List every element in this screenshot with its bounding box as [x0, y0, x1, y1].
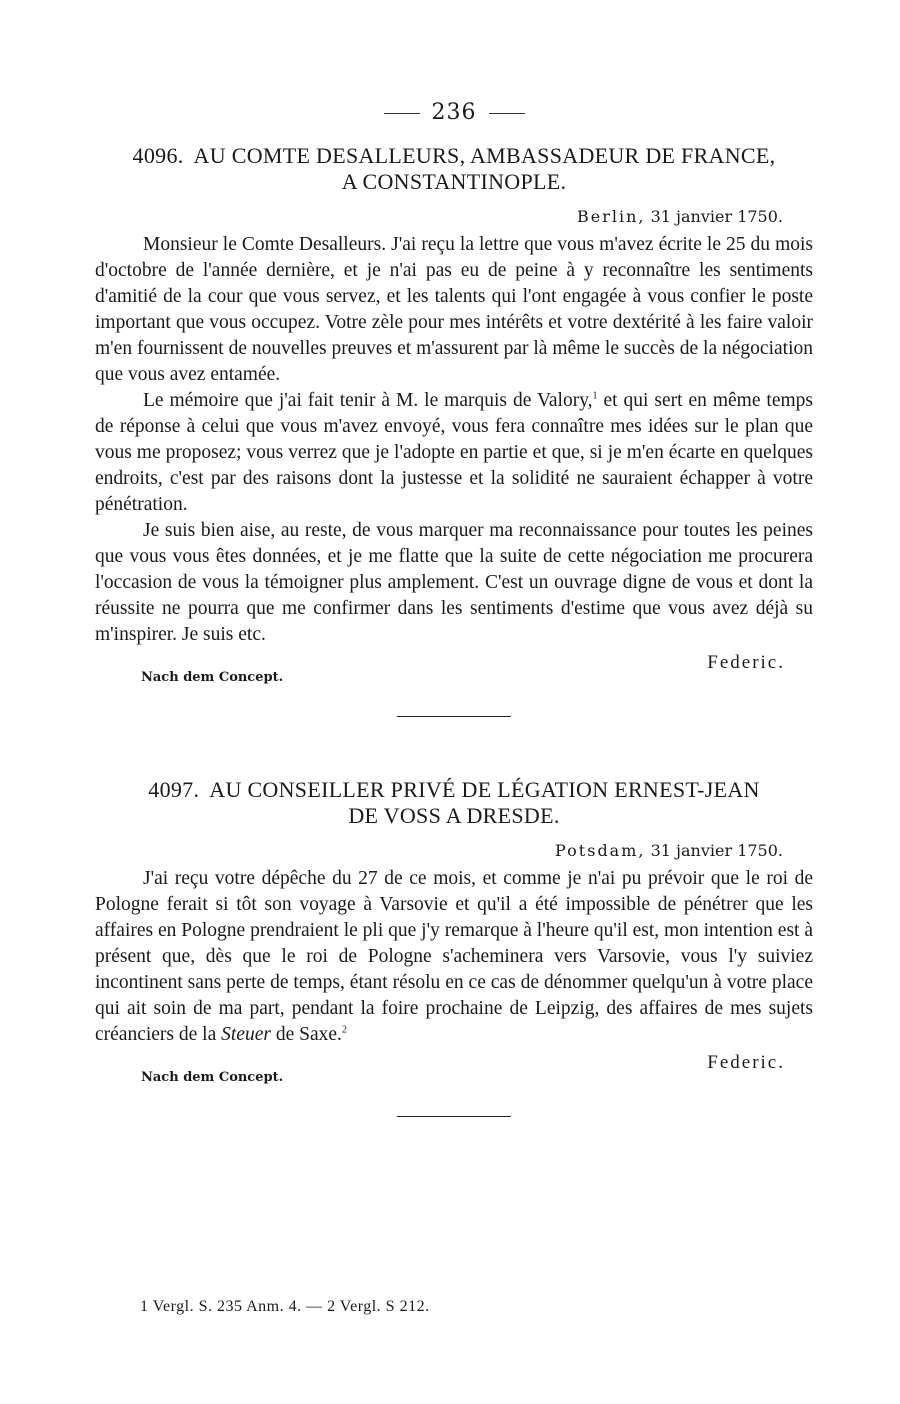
dateline-date: 31 janvier 1750. — [650, 207, 783, 226]
letter-dateline — [95, 841, 783, 860]
paragraph: Monsieur le Comte Desalleurs. J'ai reçu la lettre que vous m'avez écrite le 25 du mois d'octobre de l'année dernière, et je n'ai pas eu de peine à y reconnaître les sentiments d'amitié de la cour que vous servez, et les talents qui l'ont engagée à vous confier le poste important que vous occupez. Votre zèle pour mes intérêts et votre dextérité à les faire valoir m'en fournissent de nouvelles preuves et m'assurent par là même le succès de la négociation que vous avez entamée. — [95, 234, 813, 385]
letter-number: 4096. — [132, 143, 184, 168]
letter-heading — [95, 143, 813, 195]
letter-4096 — [95, 143, 813, 717]
letter-dateline — [95, 207, 783, 226]
letter-number: 4097. — [148, 777, 200, 802]
signature: Federic. — [707, 652, 785, 673]
dateline-date: 31 janvier 1750. — [650, 841, 783, 860]
letter-body — [95, 866, 813, 1048]
signature-row — [95, 648, 813, 685]
letter-heading-line2: A CONSTANTINOPLE. — [341, 169, 567, 194]
letter-heading — [95, 777, 813, 829]
paragraph-end: de Saxe. — [275, 1024, 342, 1045]
letter-4097 — [95, 777, 813, 1117]
footnote-marker: 1 — [592, 390, 598, 402]
page-number-dash-left — [384, 113, 420, 114]
page-number-dash-right — [489, 113, 525, 114]
footnote-marker: 2 — [341, 1024, 347, 1036]
signature: Federic. — [707, 1052, 785, 1073]
page-number — [95, 100, 813, 125]
spacer — [95, 717, 813, 777]
paragraph — [95, 388, 813, 518]
dateline-place: Potsdam, — [555, 841, 646, 860]
letter-heading-line1: AU COMTE DESALLEURS, AMBASSADEUR DE FRANCE, — [193, 143, 776, 168]
paragraph — [95, 866, 813, 1048]
paragraph-text: J'ai reçu votre dépêche du 27 de ce mois, et comme je n'ai pu prévoir que le roi de Pologne ferait si tôt son voyage à Varsovie et qu'il a été impossible de pénétrer que les affaires en Pologne prendraient le pli que j'y remarque à l'heure qu'il est, mon intention est à présent que, dès que le roi de Pologne s'acheminera vers Varsovie, vous l'y suiviez incontinent sans perte de temps, étant résolu en ce cas de dénommer quelqu'un à votre place qui ait soin de ma part, pendant la foire prochaine de Leipzig, des affaires de mes sujets créanciers de la — [95, 868, 813, 1045]
page — [95, 100, 813, 1117]
signature-row — [95, 1048, 813, 1085]
paragraph-italic: Steuer — [221, 1024, 271, 1045]
letter-heading-line2: DE VOSS A DRESDE. — [348, 803, 560, 828]
paragraph-text: Le mémoire que j'ai fait tenir à M. le marquis de Valory, — [143, 390, 593, 411]
paragraph: Je suis bien aise, au reste, de vous marquer ma reconnaissance pour toutes les peines que vous vous êtes données, et je me flatte que la suite de cette négociation me procurera l'occasion de vous la témoigner plus amplement. C'est un ouvrage digne de vous et dont la réussite ne pourra que me confirmer dans les sentiments d'estime que vous avez déjà su m'inspirer. Je suis etc. — [95, 520, 813, 645]
letter-body — [95, 232, 813, 648]
letter-heading-line1: AU CONSEILLER PRIVÉ DE LÉGATION ERNEST-JEAN — [209, 777, 760, 802]
source-note: Nach dem Concept. — [141, 1070, 284, 1085]
page-number-text: 236 — [431, 100, 477, 125]
dateline-place: Berlin, — [576, 207, 646, 226]
source-note: Nach dem Concept. — [141, 670, 284, 685]
paragraph-text-cont: et qui sert en même temps de réponse à celui que vous m'avez envoyé, vous fera connaître mes idées sur le plan que vous me proposez; vous verrez que je l'adopte en partie et que, si je m'en écarte en quelques endroits, c'est par des raisons dont la justesse et la solidité ne sauraient échapper à votre pénétration. — [95, 390, 813, 515]
footnotes: 1 Vergl. S. 235 Anm. 4. — 2 Vergl. S 212. — [140, 1298, 430, 1315]
section-divider — [397, 1116, 511, 1117]
